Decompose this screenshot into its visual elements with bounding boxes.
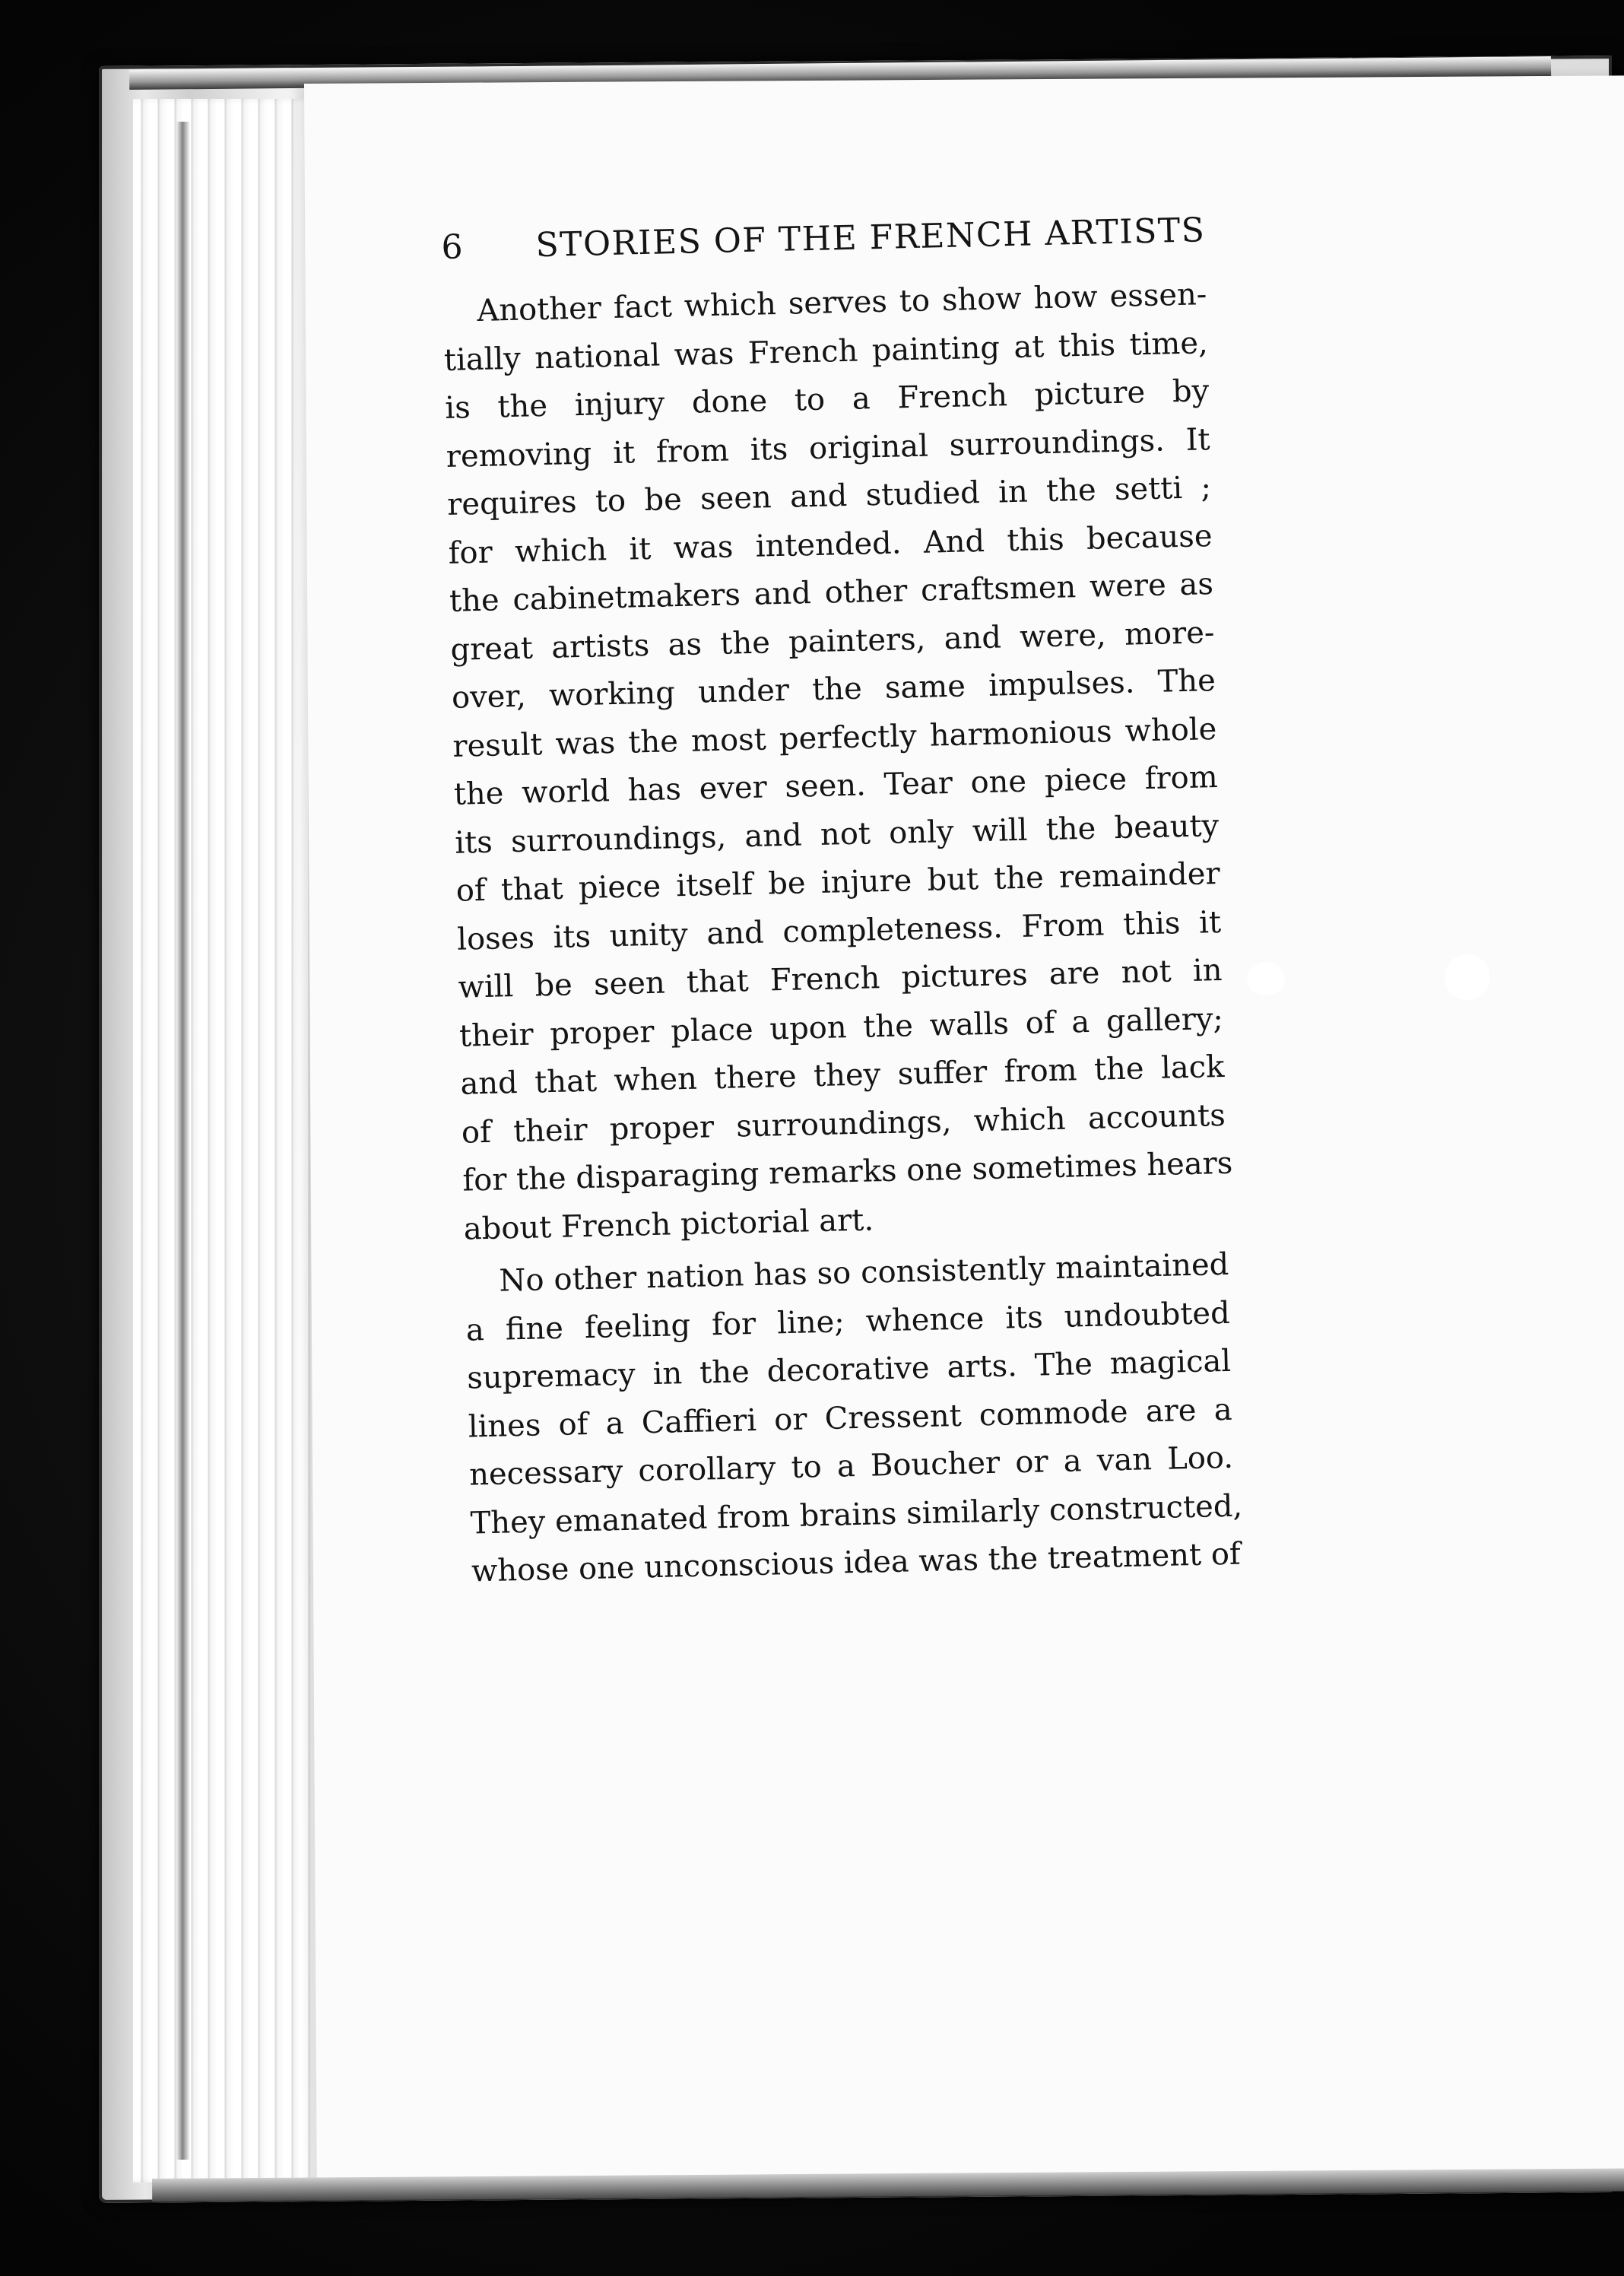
text-line: of that piece itself be injure but the remainder [455,855,1221,909]
text-line: supremacy in the decorative arts. The magical [466,1343,1232,1396]
text-line: its surroundings, and not only will the beauty [454,808,1220,861]
text-line: for the disparaging remarks one sometimes hears [462,1145,1233,1198]
text-line: removing it from its original surroundings. It [446,421,1211,475]
text-line: will be seen that French pictures are not in [458,952,1223,1005]
text-line: for which it was intended. And this because [448,518,1213,571]
text-line: great artists as the painters, and were, more- [450,614,1215,668]
text-line: lines of a Caffieri or Cressent commode are a [468,1392,1233,1445]
text-line: of their proper surroundings, which accounts [461,1097,1226,1151]
text-line: the world has ever seen. Tear one piece from [453,760,1219,812]
text-line: whose one unconscious idea was the treatment of [471,1536,1242,1589]
paragraph-2 [465,1241,1243,1596]
text-line: loses its unity and completeness. From this it [456,904,1222,957]
spine-shadow [176,122,190,2160]
text-line: their proper place upon the walls of a gallery; [458,1001,1224,1054]
text-line: over, working under the same impulses. The [451,663,1216,716]
text-line: They emanated from brains similarly constructed, [470,1488,1243,1541]
scan-speck [1445,954,1490,1000]
paragraph-1 [442,271,1233,1253]
scan-speck [1247,962,1285,995]
text-block [441,211,1243,1601]
text-line: is the injury done to a French picture by [444,373,1210,426]
text-line: tially national was French painting at this time, [443,325,1209,378]
text-line: result was the most perfectly harmonious whole [452,711,1217,764]
running-title: STORIES OF THE FRENCH ARTISTS [534,211,1206,265]
text-line: necessary corollary to a Boucher or a van Loo. [468,1440,1234,1493]
text-line: about French pictorial art. [463,1201,874,1247]
text-line: requires to be seen and studied in the setti ; [446,470,1212,522]
text-line: No other nation has so consistently maintained [498,1246,1229,1299]
text-line: Another fact which serves to show how essen- [476,277,1207,329]
text-line: the cabinetmakers and other craftsmen were as [449,567,1214,619]
text-line: a fine feeling for line; whence its undoubted [465,1295,1231,1348]
text-line: and that when there they suffer from the lack [460,1049,1225,1102]
page-number: 6 [441,227,465,267]
